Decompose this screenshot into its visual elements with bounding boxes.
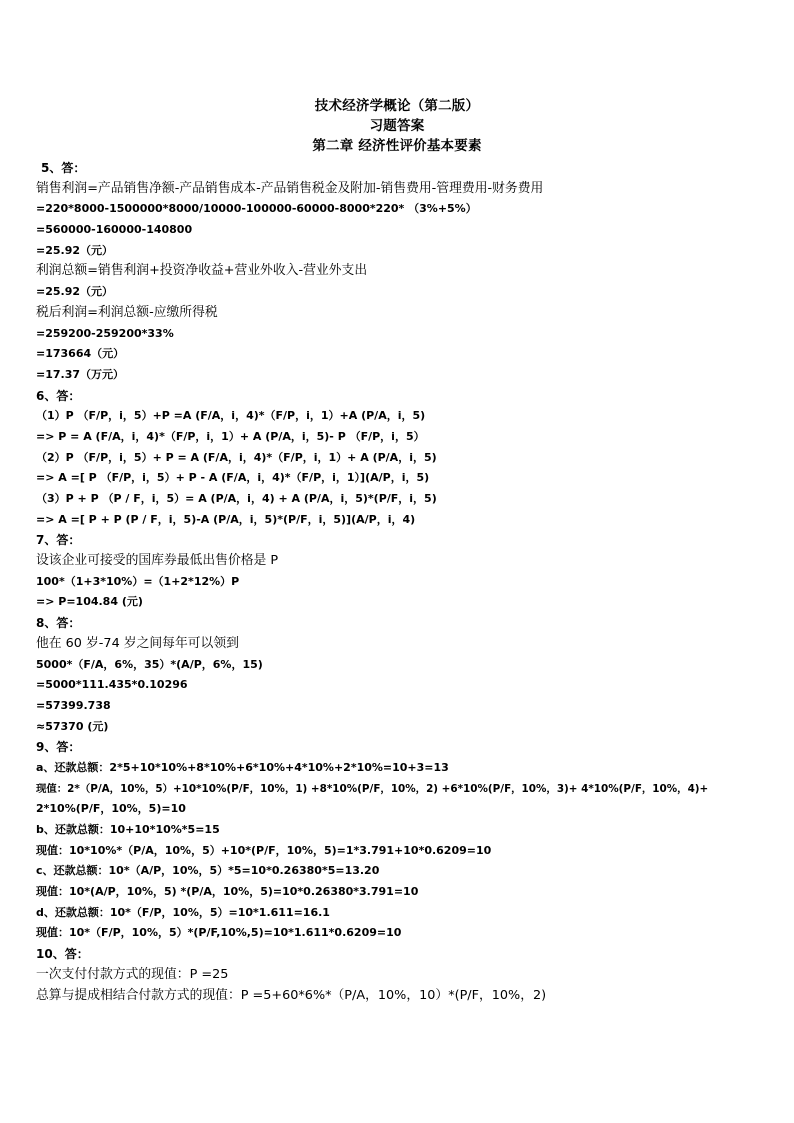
document-body (36, 158, 776, 1006)
document-header (0, 96, 794, 156)
chapter-title: 第二章 经济性评价基本要素 (312, 138, 482, 154)
formula-line: （3）P + P （P / F，i，5）= A (P/A，i，4) + A (P/A，i，5)*(P/F，i，5) (36, 492, 437, 505)
formula-line: 现值：2*（P/A，10%，5）+10*10%(P/F，10%，1) +8*10%(P/F，10%，2) +6*10%(P/F，10%，3)+ 4*10%(P/F，10%，4)+ (36, 782, 709, 795)
text-line: 利润总额=销售利润+投资净收益+营业外收入-营业外支出 (36, 263, 368, 279)
formula-line: a、还款总额：2*5+10*10%+8*10%+6*10%+4*10%+2*10%=10+3=13 (36, 760, 449, 774)
text-line: 税后利润=利润总额-应缴所得税 (36, 304, 218, 320)
formula-line: 现值：10*10%*（P/A，10%，5）+10*(P/F，10%，5)=1*3.791+10*0.6209=10 (36, 843, 492, 857)
formula-line: 现值：10*（F/P，10%，5）*(P/F,10%,5)=10*1.611*0.6209=10 (36, 926, 402, 940)
formula-line: =5000*111.435*0.10296 (36, 678, 188, 692)
question-6-heading: 6、答： (36, 388, 81, 403)
formula-line: => P=104.84 (元) (36, 595, 143, 609)
formula-line: c、还款总额：10*（A/P，10%，5）*5=10*0.26380*5=13.20 (36, 864, 380, 878)
formula-line: =17.37（万元） (36, 367, 125, 381)
question-7-heading: 7、答： (36, 533, 81, 548)
formula-line: b、还款总额：10+10*10%*5=15 (36, 823, 220, 836)
formula-line: =259200-259200*33% (36, 326, 174, 340)
formula-line: ≈57370 (元) (36, 719, 109, 733)
document-subtitle: 习题答案 (369, 118, 425, 134)
formula-line: =173664（元） (36, 347, 125, 361)
formula-line: =25.92（元） (36, 243, 114, 257)
formula-line: d、还款总额：10*（F/P，10%，5）=10*1.611=16.1 (36, 905, 330, 919)
document-title: 技术经济学概论（第二版） (314, 98, 480, 114)
text-line: 销售利润=产品销售净额-产品销售成本-产品销售税金及附加-销售费用-管理费用-财务费用 (36, 180, 544, 196)
question-5-heading: 5、答： (41, 161, 86, 175)
formula-line: 2*10%(P/F，10%，5)=10 (36, 802, 186, 816)
formula-line: 100*（1+3*10%）=（1+2*12%）P (36, 574, 240, 588)
formula-line: => P = A (F/A，i，4)*（F/P，i，1）+ A (P/A，i，5)- P （F/P，i，5） (36, 429, 425, 443)
formula-line: => A =[ P + P (P / F，i，5)-A (P/A，i，5)*(P/F，i，5)](A/P，i，4) (36, 512, 416, 526)
text-line: 总算与提成相结合付款方式的现值：P =5+60*6%*（P/A，10%，10）*(P/F，10%，2) (36, 987, 547, 1003)
text-line: 一次支付付款方式的现值：P =25 (36, 966, 229, 982)
text-line: 他在 60 岁-74 岁之间每年可以领到 (36, 635, 239, 651)
formula-line: =220*8000-1500000*8000/10000-100000-60000-8000*220* （3%+5%） (36, 202, 477, 216)
formula-line: => A =[ P （F/P，i，5）+ P - A (F/A，i，4)*（F/P，i，1）](A/P，i，5) (36, 471, 430, 485)
question-8-heading: 8、答： (36, 616, 81, 631)
formula-line: （2）P （F/P，i，5）+ P = A (F/A，i，4)*（F/P，i，1）+ A (P/A，i，5) (36, 450, 437, 464)
formula-line: =57399.738 (36, 698, 111, 712)
question-9-heading: 9、答： (36, 740, 81, 755)
formula-line: =560000-160000-140800 (36, 223, 193, 237)
text-line: 设该企业可接受的国库券最低出售价格是 P (36, 553, 279, 569)
question-10-heading: 10、答： (36, 947, 89, 962)
formula-line: （1）P （F/P，i，5）+P =A (F/A，i，4)*（F/P，i，1）+A (P/A，i，5) (36, 409, 426, 423)
formula-line: 5000*（F/A，6%，35）*(A/P，6%，15) (36, 657, 263, 671)
formula-line: 现值：10*(A/P，10%，5) *(P/A，10%，5)=10*0.26380*3.791=10 (36, 885, 419, 899)
formula-line: =25.92（元） (36, 285, 114, 299)
